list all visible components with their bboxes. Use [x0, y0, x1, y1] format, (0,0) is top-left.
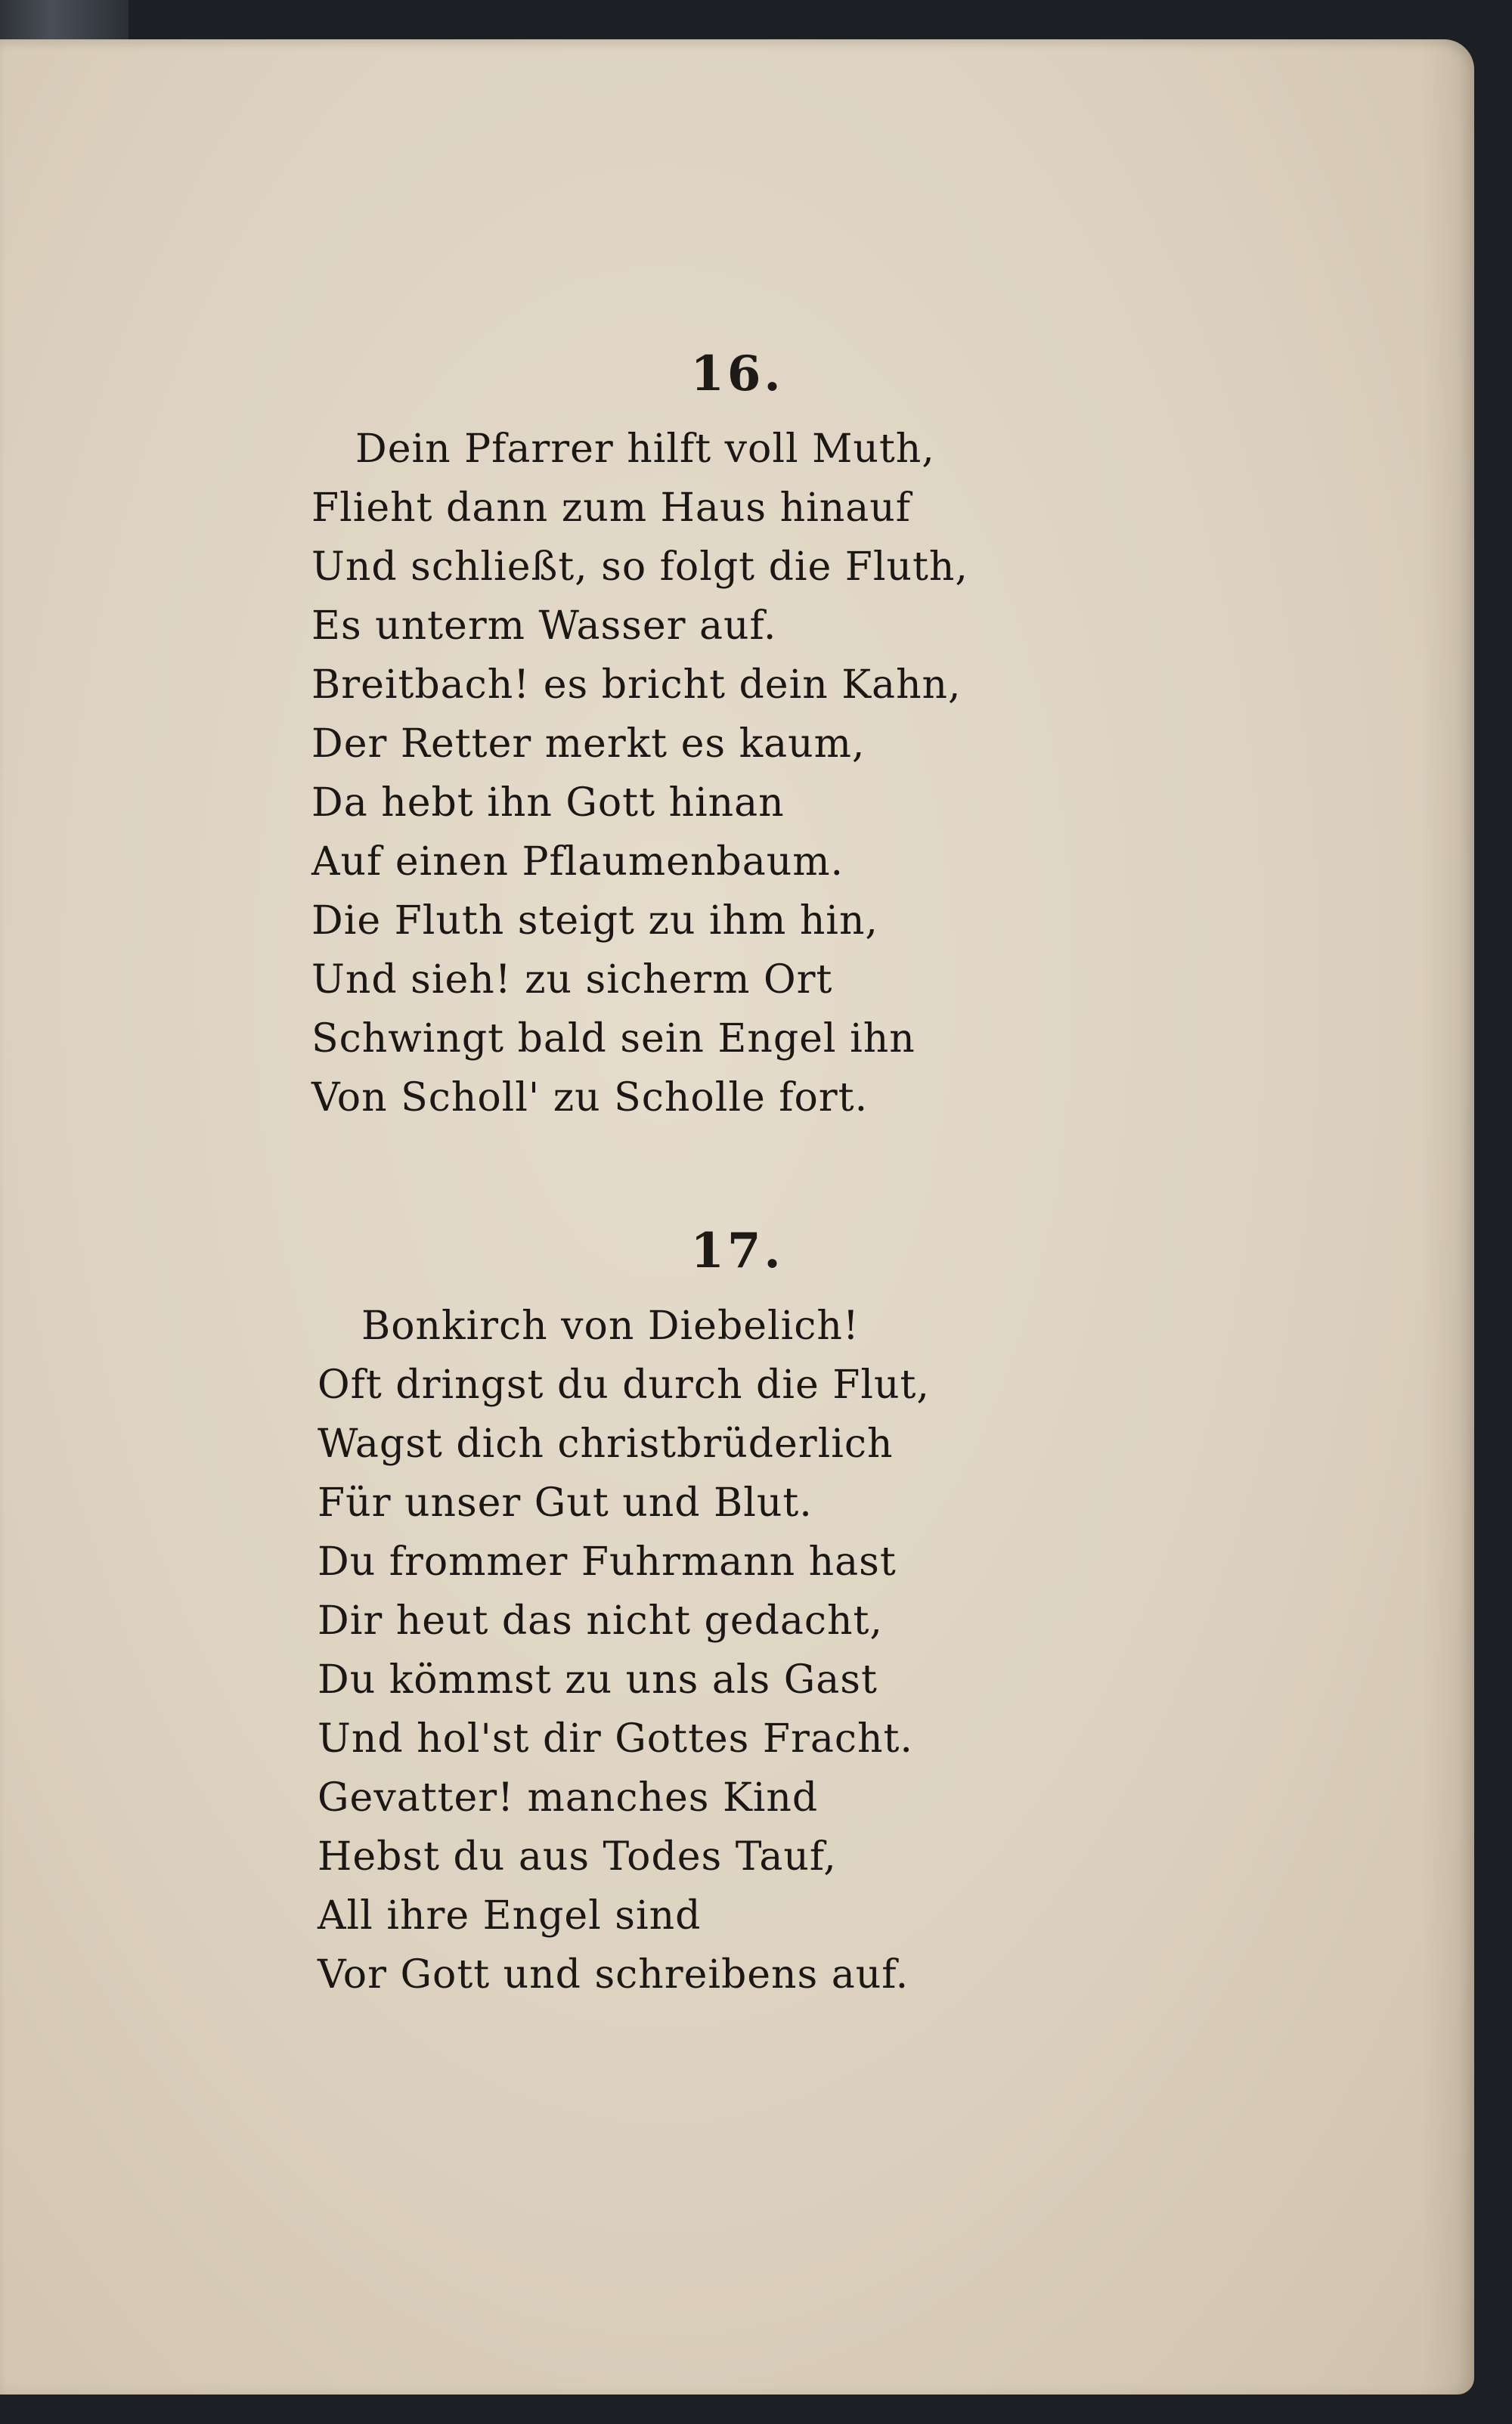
poem-line: Die Fluth steigt zu ihm hin,: [311, 898, 878, 944]
stanza-number: 16.: [690, 346, 784, 402]
poem-line: Auf einen Pflaumenbaum.: [311, 839, 844, 885]
poem-line: Oft dringst du durch die Flut,: [318, 1362, 930, 1408]
poem-line: Der Retter merkt es kaum,: [311, 721, 866, 767]
poem-line: Breitbach! es bricht dein Kahn,: [311, 662, 962, 708]
poem-line: Und schließt, so folgt die Fluth,: [311, 544, 968, 590]
poem-line: Dir heut das nicht gedacht,: [318, 1598, 883, 1644]
poem-line: Es unterm Wasser auf.: [311, 603, 777, 649]
poem-line: Für unser Gut und Blut.: [318, 1480, 813, 1526]
poem-line: Du frommer Fuhrmann hast: [318, 1539, 897, 1585]
poem-line: Schwingt bald sein Engel ihn: [311, 1016, 916, 1062]
book-page: [0, 39, 1474, 2395]
poem-line: Und sieh! zu sicherm Ort: [311, 957, 833, 1003]
poem-line: Von Scholl' zu Scholle fort.: [311, 1075, 869, 1121]
poem-line: All ihre Engel sind: [318, 1893, 702, 1939]
stanza-number: 17.: [690, 1223, 784, 1279]
poem-line: Du kömmst zu uns als Gast: [318, 1657, 878, 1703]
poem-line: Vor Gott und schreibens auf.: [318, 1952, 909, 1998]
poem-line: Dein Pfarrer hilft voll Muth,: [355, 426, 935, 472]
poem-line: Da hebt ihn Gott hinan: [311, 780, 785, 826]
poem-line: Gevatter! manches Kind: [318, 1775, 819, 1821]
poem-line: Und hol'st dir Gottes Fracht.: [318, 1716, 913, 1762]
poem-line: Wagst dich christbrüderlich: [318, 1421, 894, 1467]
poem-line: Flieht dann zum Haus hinauf: [311, 485, 911, 531]
poem-line: Hebst du aus Todes Tauf,: [318, 1834, 837, 1880]
poem-line: Bonkirch von Diebelich!: [361, 1303, 860, 1349]
